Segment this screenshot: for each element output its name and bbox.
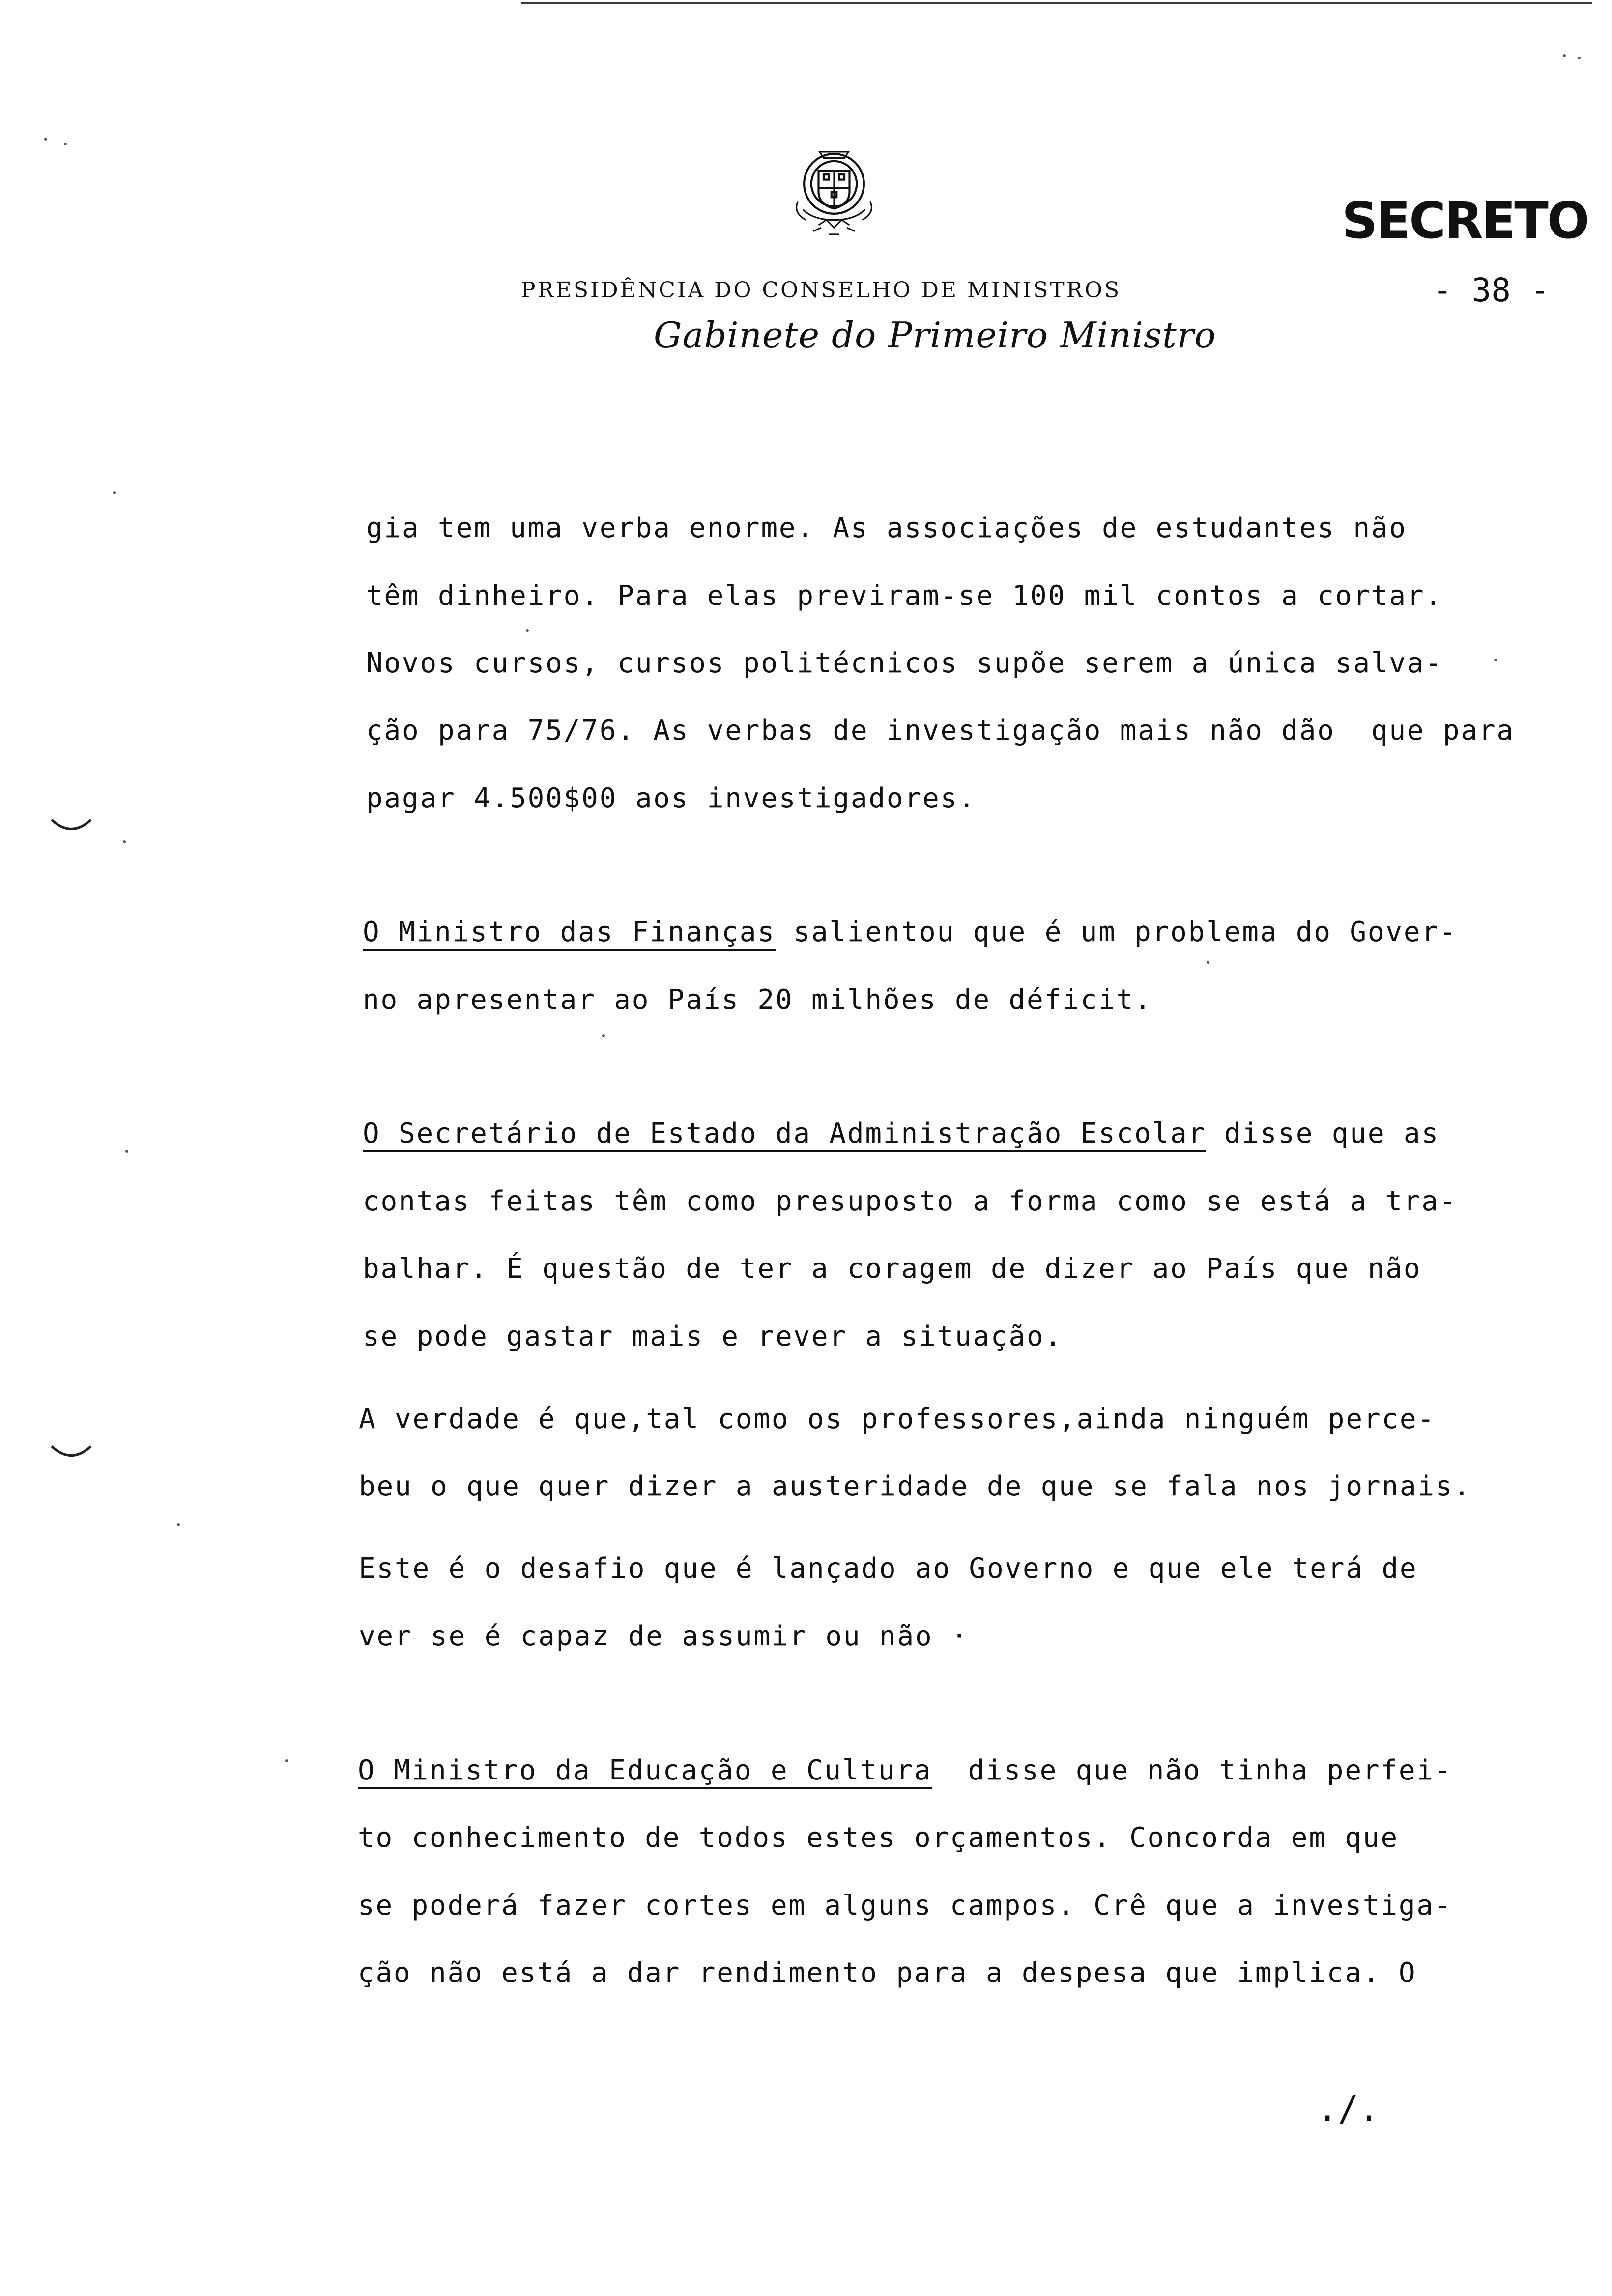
- classification-stamp: SECRETO: [1342, 192, 1588, 250]
- continuation-mark: ./.: [1317, 2089, 1380, 2129]
- body-line: se poderá fazer cortes em alguns campos. Crê que a investiga-: [358, 1890, 1453, 1922]
- speaker-name: O Secretário de Estado da Administração Escolar: [363, 1118, 1206, 1152]
- cabinet-heading: Gabinete do Primeiro Ministro: [654, 315, 1216, 356]
- body-line: A verdade é que,tal como os professores,ainda ninguém perce-: [359, 1403, 1436, 1435]
- body-line: ção não está a dar rendimento para a despesa que implica. O: [358, 1957, 1417, 1989]
- coat-of-arms-seal-icon: [782, 143, 886, 246]
- body-line: balhar. É questão de ter a coragem de dizer ao País que não: [363, 1253, 1422, 1285]
- scan-edge-line: [521, 2, 1592, 4]
- page-number: - 38 -: [1433, 271, 1550, 309]
- body-line: ção para 75/76. As verbas de investigação mais não dão que para: [366, 715, 1515, 746]
- body-line: [363, 1117, 1439, 1151]
- body-line: contas feitas têm como presuposto a forma como se está a tra-: [363, 1185, 1458, 1217]
- punch-hole-mark-icon: [49, 1442, 93, 1462]
- body-line: Este é o desafio que é lançado ao Governo e que ele terá de: [359, 1552, 1418, 1584]
- body-line: no apresentar ao País 20 milhões de déficit.: [363, 984, 1152, 1016]
- speaker-name: O Ministro das Finanças: [363, 916, 776, 951]
- body-line: [358, 1753, 1452, 1788]
- speaker-name: O Ministro da Educação e Cultura: [358, 1754, 932, 1789]
- body-line: pagar 4.500$00 aos investigadores.: [366, 782, 977, 814]
- punch-hole-mark-icon: [49, 816, 93, 835]
- body-line: Novos cursos, cursos politécnicos supõe serem a única salva-: [366, 647, 1443, 679]
- body-line-text: disse que as: [1206, 1118, 1439, 1149]
- body-line: se pode gastar mais e rever a situação.: [363, 1320, 1063, 1352]
- body-line: têm dinheiro. Para elas previram-se 100 mil contos a cortar.: [366, 580, 1443, 612]
- body-line: ver se é capaz de assumir ou não ·: [359, 1620, 969, 1652]
- body-line: [363, 915, 1457, 949]
- body-line: gia tem uma verba enorme. As associações de estudantes não: [366, 512, 1407, 544]
- office-heading: PRESIDÊNCIA DO CONSELHO DE MINISTROS: [521, 278, 1122, 303]
- body-line: to conhecimento de todos estes orçamentos. Concorda em que: [358, 1822, 1399, 1854]
- body-line-text: salientou que é um problema do Gover-: [775, 916, 1458, 948]
- body-line-text: disse que não tinha perfei-: [932, 1754, 1453, 1786]
- body-line: beu o que quer dizer a austeridade de que se fala nos jornais.: [359, 1470, 1471, 1502]
